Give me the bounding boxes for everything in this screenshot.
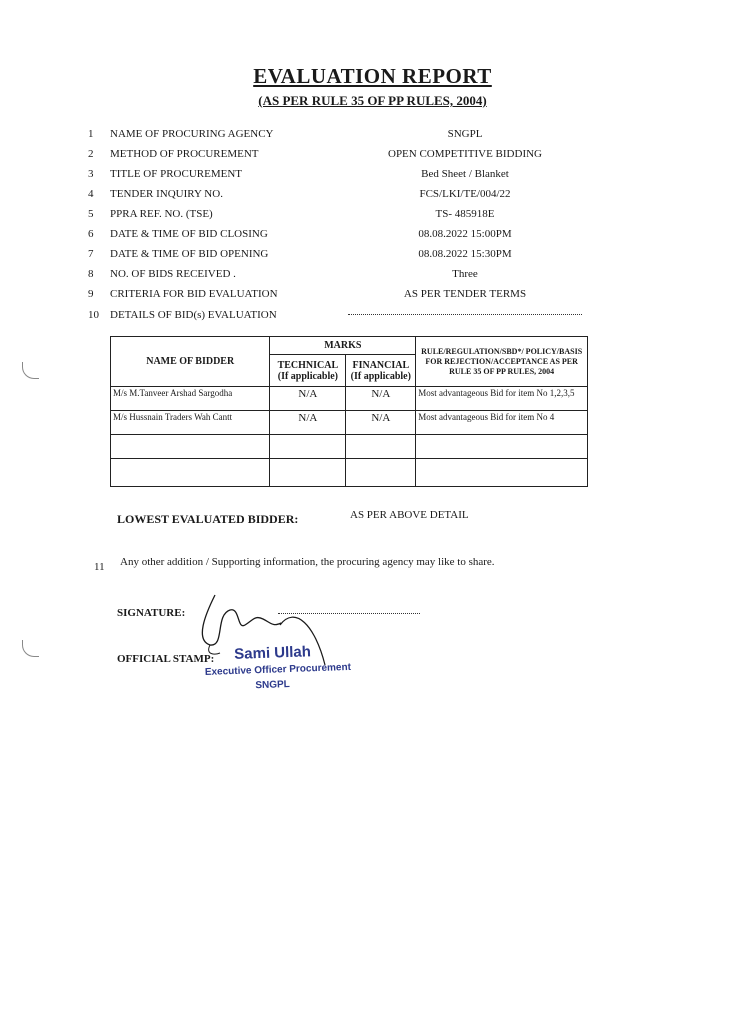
detail-row <box>0 208 745 224</box>
item-label: NO. OF BIDS RECEIVED . <box>110 268 236 280</box>
item-label: CRITERIA FOR BID EVALUATION <box>110 288 278 300</box>
item-value: AS PER TENDER TERMS <box>403 288 527 300</box>
item-number: 6 <box>88 228 94 240</box>
item-value: FCS/LKI/TE/004/22 <box>419 188 511 200</box>
detail-row <box>0 128 745 144</box>
item-label: PPRA REF. NO. (TSE) <box>110 208 213 220</box>
item-number: 3 <box>88 168 94 180</box>
item-value: OPEN COMPETITIVE BIDDING <box>388 148 542 160</box>
detail-row <box>0 288 745 304</box>
item-value: Three <box>452 268 478 280</box>
table-row <box>111 387 588 411</box>
item-label: TITLE OF PROCUREMENT <box>110 168 242 180</box>
item-value: SNGPL <box>447 128 483 140</box>
technical-marks: N/A <box>270 387 346 411</box>
item-number: 1 <box>88 128 94 140</box>
item-label: DATE & TIME OF BID CLOSING <box>110 228 268 240</box>
item-label: METHOD OF PROCUREMENT <box>110 148 259 160</box>
evaluation-basis: Most advantageous Bid for item No 4 <box>416 411 588 435</box>
header-financial <box>346 355 416 387</box>
table-row <box>111 459 588 487</box>
lowest-bidder-value: AS PER ABOVE DETAIL <box>350 509 469 521</box>
detail-row <box>0 228 745 244</box>
item-value: TS- 485918E <box>435 208 495 220</box>
item-number: 8 <box>88 268 94 280</box>
lowest-bidder-label: LOWEST EVALUATED BIDDER: <box>117 512 299 526</box>
item-value: 08.08.2022 15:00PM <box>418 228 512 240</box>
detail-row <box>0 268 745 284</box>
header-technical-sub: (If applicable) <box>277 370 339 382</box>
technical-marks: N/A <box>270 411 346 435</box>
header-financial-sub: (If applicable) <box>350 370 411 382</box>
bidder-name <box>111 435 270 459</box>
bid-evaluation-table <box>110 336 588 487</box>
header-bidder: NAME OF BIDDER <box>111 337 270 387</box>
report-title: EVALUATION REPORT <box>253 64 492 88</box>
detail-row <box>0 188 745 204</box>
item-number: 5 <box>88 208 94 220</box>
header-marks: MARKS <box>270 337 416 355</box>
financial-marks: N/A <box>346 411 416 435</box>
item-number: 4 <box>88 188 94 200</box>
bidder-name <box>111 459 270 487</box>
official-stamp-label: OFFICIAL STAMP: <box>117 653 215 665</box>
item-label: TENDER INQUIRY NO. <box>110 188 223 200</box>
dotted-line <box>348 310 582 315</box>
item-value: Bed Sheet / Blanket <box>421 168 509 180</box>
technical-marks <box>270 459 346 487</box>
table-row <box>111 411 588 435</box>
financial-marks: N/A <box>346 387 416 411</box>
table-row <box>111 435 588 459</box>
evaluation-basis: Most advantageous Bid for item No 1,2,3,5 <box>416 387 588 411</box>
detail-row <box>0 248 745 264</box>
header-technical-label: TECHNICAL <box>277 359 339 371</box>
item-number: 7 <box>88 248 94 260</box>
punch-hole-mark <box>22 640 39 657</box>
signature-label: SIGNATURE: <box>117 607 186 619</box>
bidder-name: M/s M.Tanveer Arshad Sargodha <box>111 387 270 411</box>
item-number: 10 <box>88 309 99 321</box>
technical-marks <box>270 435 346 459</box>
item-value: 08.08.2022 15:30PM <box>418 248 512 260</box>
header-rule: RULE/REGULATION/SBD*/ POLICY/BASIS FOR REJECTION/ACCEPTANCE AS PER RULE 35 OF PP RULES, 2004 <box>416 337 588 387</box>
official-stamp <box>204 637 376 713</box>
stamp-organization: SNGPL <box>255 679 290 692</box>
header-financial-label: FINANCIAL <box>352 359 410 371</box>
bidder-name: M/s Hussnain Traders Wah Cantt <box>111 411 270 435</box>
evaluation-basis <box>416 435 588 459</box>
item-number: 2 <box>88 148 94 160</box>
item-number: 11 <box>94 561 105 573</box>
report-subtitle: (AS PER RULE 35 OF PP RULES, 2004) <box>258 93 487 108</box>
detail-row <box>0 148 745 164</box>
item-label: DETAILS OF BID(s) EVALUATION <box>110 309 277 321</box>
item-label: DATE & TIME OF BID OPENING <box>110 248 269 260</box>
header-technical <box>270 355 346 387</box>
financial-marks <box>346 435 416 459</box>
stamp-designation: Executive Officer Procurement <box>204 661 352 678</box>
item-label: NAME OF PROCURING AGENCY <box>110 128 274 140</box>
financial-marks <box>346 459 416 487</box>
item-number: 9 <box>88 288 94 300</box>
evaluation-basis <box>416 459 588 487</box>
detail-row <box>0 168 745 184</box>
punch-hole-mark <box>22 362 39 379</box>
stamp-name: Sami Ullah <box>233 643 312 663</box>
additional-info-text: Any other addition / Supporting information, the procuring agency may like to share. <box>120 556 495 568</box>
